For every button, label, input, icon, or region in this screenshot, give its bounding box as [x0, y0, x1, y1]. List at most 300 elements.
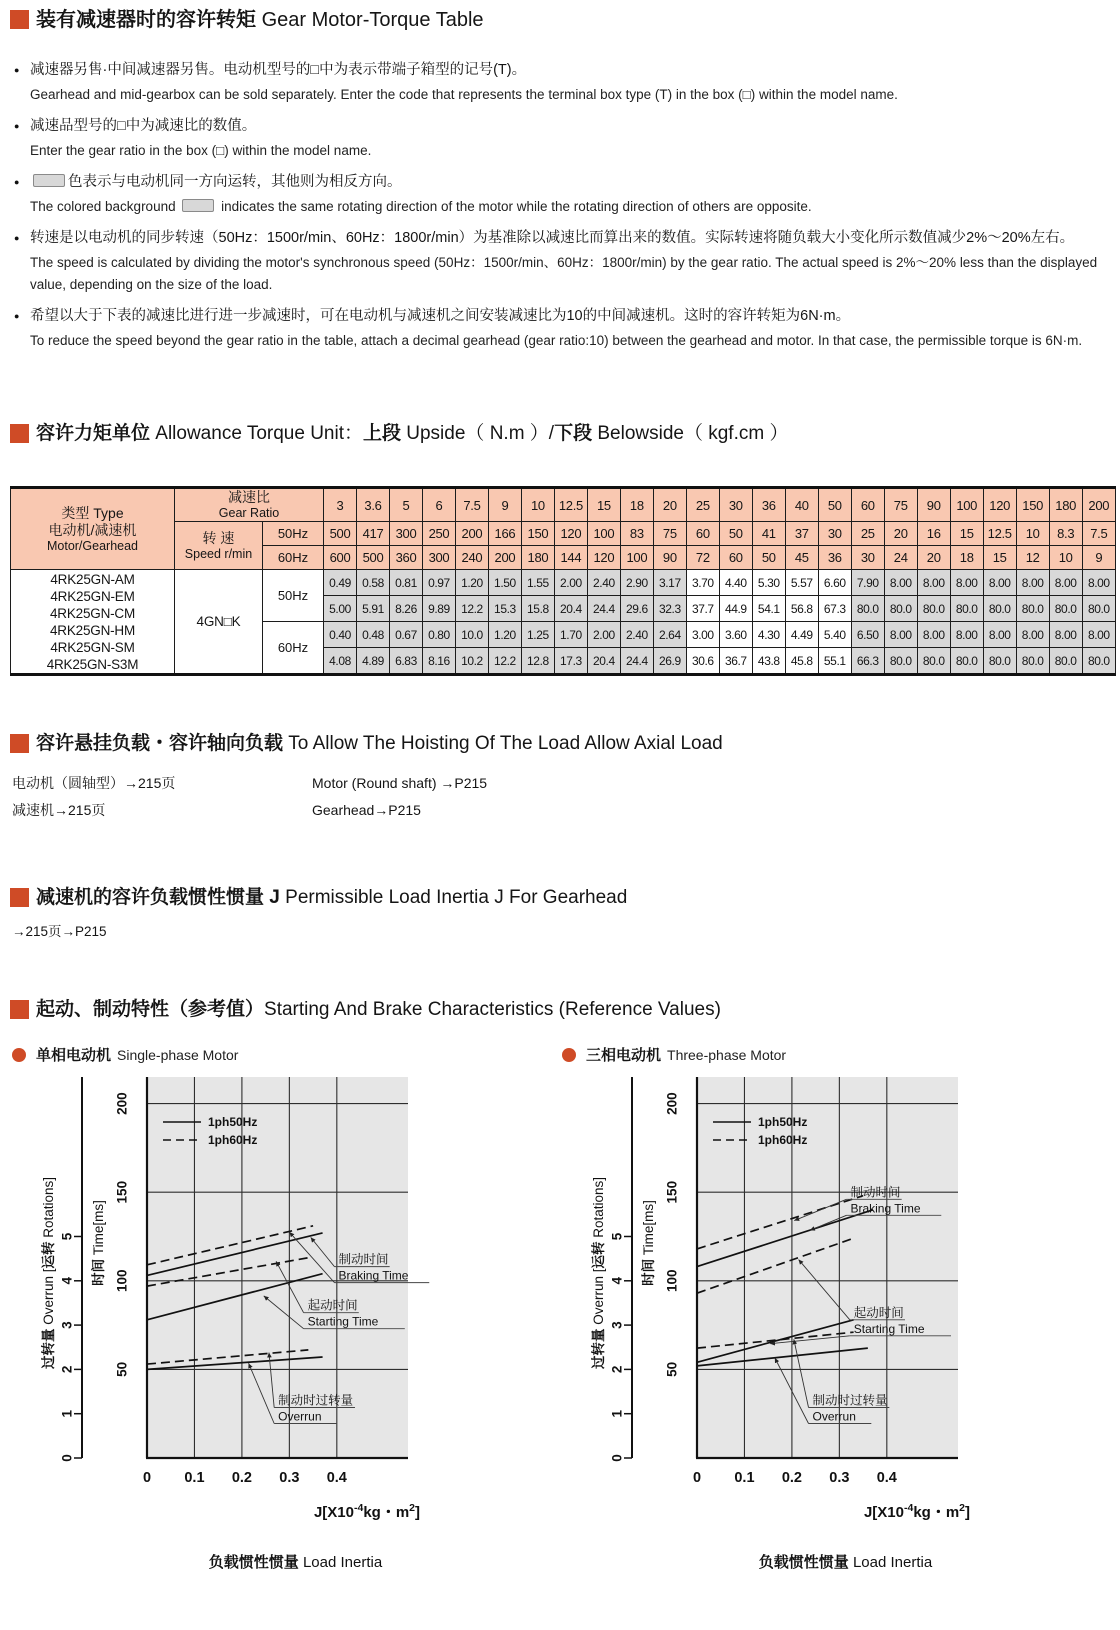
- gear-ratio-header-cell: [175, 488, 324, 522]
- torque-value-cell: 3.00: [686, 622, 719, 648]
- torque-value-cell: 37.7: [686, 596, 719, 622]
- tspan-element: kg・m: [913, 1504, 960, 1521]
- speed-value-cell: 300: [422, 546, 455, 570]
- torque-table: [10, 486, 1116, 676]
- table-row: [11, 488, 1116, 522]
- torque-value-cell: 5.57: [785, 570, 818, 596]
- ratio-header-cell: 7.5: [455, 488, 488, 522]
- overrun-axis-title: [590, 1177, 606, 1369]
- torque-value-cell: 2.90: [620, 570, 653, 596]
- torque-value-cell: 8.00: [983, 570, 1016, 596]
- speed-value-cell: 120: [587, 546, 620, 570]
- tspan-element: 2: [409, 1502, 415, 1514]
- torque-value-cell: 2.40: [620, 622, 653, 648]
- div-element: Motor/Gearhead: [46, 538, 139, 553]
- torque-value-cell: 4.49: [785, 622, 818, 648]
- torque-value-cell: 1.25: [521, 622, 554, 648]
- torque-value-cell: 0.49: [324, 570, 357, 596]
- speed-value-cell: 75: [653, 522, 686, 546]
- speed-value-cell: 180: [521, 546, 554, 570]
- section-title-gear-motor-torque: [10, 8, 1110, 32]
- bullet-item-en: The speed is calculated by dividing the motor's synchronous speed (50Hz：1500r/min、60Hz：1800r/min) by the gear ratio. The actual speed is 2%～20% less than the displayed value, depending on the size of the load.: [30, 255, 1098, 292]
- overrun-tick-label: 5: [59, 1232, 75, 1241]
- tspan-element: Rotations]: [40, 1176, 56, 1238]
- torque-value-cell: 0.97: [422, 570, 455, 596]
- torque-table-container: [10, 486, 1110, 676]
- torque-value-cell: 8.00: [1049, 622, 1082, 648]
- chart-subtitle-en: Three-phase Motor: [667, 1046, 787, 1063]
- torque-value-cell: 12.2: [488, 648, 521, 675]
- ratio-header-cell: 150: [1016, 488, 1049, 522]
- section-title-hoisting-axial-load: [10, 732, 1110, 756]
- torque-value-cell: 0.80: [422, 622, 455, 648]
- tspan-element: 运转: [590, 1237, 606, 1269]
- same-direction-swatch: [33, 174, 65, 187]
- section-title-start-brake: [10, 998, 1110, 1022]
- section-title-load-inertia: [10, 886, 1110, 910]
- speed-value-cell: 500: [324, 522, 357, 546]
- annotation-label-en: Starting Time: [853, 1321, 925, 1336]
- title-en: Permissible Load Inertia J For Gearhead: [285, 887, 628, 908]
- x-tick-label: 0.1: [734, 1470, 755, 1486]
- torque-value-cell: 4.08: [324, 648, 357, 675]
- x-tick-label: 0.3: [829, 1470, 850, 1486]
- torque-value-cell: 20.4: [554, 596, 587, 622]
- type-header-cell: [11, 488, 175, 570]
- torque-value-cell: 80.0: [1082, 648, 1115, 675]
- div-element: 转 速: [202, 529, 235, 546]
- overrun-tick-label: 2: [59, 1365, 75, 1374]
- torque-value-cell: 44.9: [719, 596, 752, 622]
- speed-value-cell: 60: [719, 546, 752, 570]
- torque-value-cell: 24.4: [620, 648, 653, 675]
- model-name: 4RK25GN-HM: [49, 622, 136, 638]
- reference-links: [12, 770, 1110, 824]
- gearhead-cell: 4GN□K: [175, 570, 263, 675]
- x-tick-label: 0: [692, 1470, 702, 1486]
- bullet-item-zh: ● 减速品型号的□中为减速比的数值。: [14, 115, 1110, 137]
- torque-value-cell: 1.50: [488, 570, 521, 596]
- overrun-tick-label: 1: [59, 1409, 75, 1418]
- annotation-label-zh: 制动时间: [338, 1252, 389, 1267]
- annotation-label-zh: 制动时过转量: [812, 1393, 888, 1408]
- annotation-label-zh: 制动时间: [850, 1185, 901, 1200]
- speed-value-cell: 9: [1082, 546, 1115, 570]
- chart-svg: [585, 1073, 1105, 1603]
- load-inertia-label: [759, 1553, 933, 1571]
- ratio-header-cell: 15: [587, 488, 620, 522]
- speed-value-cell: 25: [851, 522, 884, 546]
- torque-value-cell: 2.40: [587, 570, 620, 596]
- legend-label: 1ph50Hz: [208, 1115, 258, 1129]
- freq-cell: 50Hz: [263, 570, 324, 622]
- speed-value-cell: 200: [488, 546, 521, 570]
- chart-subtitle: [12, 1044, 560, 1065]
- torque-value-cell: 8.00: [1049, 570, 1082, 596]
- torque-value-cell: 1.20: [455, 570, 488, 596]
- tspan-element: 负载惯性惯量: [208, 1554, 303, 1571]
- div-element: Gear Ratio: [218, 506, 280, 520]
- torque-value-cell: 6.50: [851, 622, 884, 648]
- speed-value-cell: 166: [488, 522, 521, 546]
- torque-value-cell: 8.16: [422, 648, 455, 675]
- freq-cell: 60Hz: [263, 622, 324, 675]
- tspan-element: 过转量: [590, 1324, 606, 1370]
- torque-value-cell: 6.60: [818, 570, 851, 596]
- ratio-header-cell: 20: [653, 488, 686, 522]
- torque-value-cell: 6.83: [389, 648, 422, 675]
- title-en: Upside（ N.m ）/: [406, 423, 555, 444]
- torque-value-cell: 80.0: [950, 596, 983, 622]
- torque-value-cell: 1.55: [521, 570, 554, 596]
- ratio-header-cell: 50: [818, 488, 851, 522]
- title-zh: 容许悬挂负载・容许轴向负载: [36, 733, 289, 754]
- torque-value-cell: 56.8: [785, 596, 818, 622]
- div-element: 减速比: [228, 489, 270, 505]
- x-tick-label: 0.1: [184, 1470, 205, 1486]
- ratio-header-cell: 60: [851, 488, 884, 522]
- tspan-element: 过转量: [40, 1324, 56, 1370]
- ratio-header-cell: 5: [389, 488, 422, 522]
- annotation-label-en: Overrun: [812, 1409, 856, 1424]
- orange-dot-icon: [562, 1048, 576, 1062]
- section-title-text: [36, 8, 484, 32]
- bullet-item-zh: ● 希望以大于下表的减速比进行进一步减速时，可在电动机与减速机之间安装减速比为10的中间减速机。这时的容许转矩为6N·m。: [14, 305, 1110, 327]
- chart-three-phase: [560, 1044, 1110, 1603]
- torque-value-cell: 8.00: [1082, 622, 1115, 648]
- title-en: To Allow The Hoisting Of The Load Allow Axial Load: [288, 733, 723, 754]
- bullet-item-zh: ● 转速是以电动机的同步转速（50Hz：1500r/min、60Hz：1800r/min）为基准除以减速比而算出来的数值。实际转速将随负载大小变化所示数值减少2%～20%左右。: [14, 227, 1110, 249]
- speed-value-cell: 150: [521, 522, 554, 546]
- overrun-axis-title: [40, 1177, 56, 1369]
- tspan-element: Rotations]: [590, 1176, 606, 1238]
- torque-value-cell: 2.00: [587, 622, 620, 648]
- x-tick-label: 0.2: [231, 1470, 252, 1486]
- chart-subtitle-zh: 单相电动机: [36, 1047, 112, 1064]
- div-element: 电动机/减速机: [48, 521, 137, 538]
- tspan-element: 时间: [640, 1255, 656, 1286]
- torque-value-cell: 80.0: [1082, 596, 1115, 622]
- chart-subtitle-en: Single-phase Motor: [117, 1046, 239, 1063]
- torque-value-cell: 80.0: [983, 596, 1016, 622]
- reference-link-row: [12, 797, 1110, 824]
- overrun-tick-label: 1: [609, 1409, 625, 1418]
- speed-value-cell: 360: [389, 546, 422, 570]
- speed-value-cell: 240: [455, 546, 488, 570]
- speed-value-cell: 10: [1016, 522, 1049, 546]
- charts-row: [10, 1044, 1110, 1603]
- title-zh: 减速机的容许负载惯性惯量 J: [36, 887, 286, 908]
- speed-value-cell: 24: [884, 546, 917, 570]
- title-en: Belowside（ kgf.cm ）: [597, 423, 789, 444]
- speed-value-cell: 120: [554, 522, 587, 546]
- model-name: 4RK25GN-EM: [50, 588, 135, 604]
- ratio-header-cell: 180: [1049, 488, 1082, 522]
- torque-value-cell: 4.89: [357, 648, 390, 675]
- torque-value-cell: 43.8: [752, 648, 785, 675]
- torque-value-cell: 2.00: [554, 570, 587, 596]
- overrun-tick-label: 5: [609, 1232, 625, 1241]
- overrun-tick-label: 3: [59, 1321, 75, 1329]
- time-tick-label: 200: [664, 1092, 680, 1115]
- speed-value-cell: 36: [818, 546, 851, 570]
- torque-value-cell: 66.3: [851, 648, 884, 675]
- torque-value-cell: 4.40: [719, 570, 752, 596]
- torque-value-cell: 80.0: [917, 596, 950, 622]
- bullet-item-zh: ● 减速器另售·中间减速器另售。电动机型号的□中为表示带端子箱型的记号(T)。: [14, 59, 1110, 81]
- freq-header-cell: 60Hz: [263, 546, 324, 570]
- ratio-header-cell: 40: [785, 488, 818, 522]
- tspan-element: -4: [353, 1502, 364, 1514]
- time-tick-label: 200: [114, 1092, 130, 1115]
- torque-value-cell: 80.0: [983, 648, 1016, 675]
- speed-value-cell: 50: [719, 522, 752, 546]
- speed-value-cell: 12: [1016, 546, 1049, 570]
- ratio-header-cell: 10: [521, 488, 554, 522]
- torque-value-cell: 8.00: [1016, 570, 1049, 596]
- bullet-item-en: The colored background indicates the same rotating direction of the motor while the rotating direction of others are opposite.: [30, 199, 812, 214]
- tspan-element: ]: [965, 1504, 970, 1521]
- speed-value-cell: 7.5: [1082, 522, 1115, 546]
- torque-value-cell: 8.00: [917, 622, 950, 648]
- title-zh: 下段: [554, 423, 598, 444]
- torque-value-cell: 5.30: [752, 570, 785, 596]
- speed-value-cell: 18: [950, 546, 983, 570]
- tspan-element: J[X10: [863, 1504, 904, 1521]
- torque-value-cell: 3.17: [653, 570, 686, 596]
- torque-value-cell: 15.3: [488, 596, 521, 622]
- tspan-element: Overrun [: [40, 1268, 56, 1325]
- torque-value-cell: 0.48: [357, 622, 390, 648]
- annotation-label-en: Braking Time: [850, 1201, 921, 1216]
- reference-link-en: Gearhead→P215: [312, 802, 421, 818]
- torque-value-cell: 0.40: [324, 622, 357, 648]
- time-tick-label: 50: [664, 1361, 680, 1377]
- time-axis-title: [90, 1200, 106, 1286]
- torque-value-cell: 45.8: [785, 648, 818, 675]
- torque-value-cell: 80.0: [884, 596, 917, 622]
- annotation-label-zh: 起动时间: [853, 1305, 904, 1320]
- legend-label: 1ph60Hz: [758, 1133, 808, 1147]
- torque-value-cell: 24.4: [587, 596, 620, 622]
- table-row: [11, 522, 1116, 546]
- torque-value-cell: 17.3: [554, 648, 587, 675]
- speed-value-cell: 30: [818, 522, 851, 546]
- bullet-item-en: To reduce the speed beyond the gear ratio in the table, attach a decimal gearhead (gear ratio:10) between the gearhead and motor. In that case, the permissible torque is 6N·m.: [30, 333, 1083, 348]
- speed-value-cell: 41: [752, 522, 785, 546]
- torque-value-cell: 80.0: [1049, 648, 1082, 675]
- torque-value-cell: 20.4: [587, 648, 620, 675]
- x-tick-label: 0.4: [326, 1470, 347, 1486]
- model-name: 4RK25GN-SM: [50, 639, 135, 655]
- div-element: 类型 Type: [61, 504, 124, 521]
- overrun-tick-label: 2: [609, 1365, 625, 1374]
- reference-link-row: [12, 770, 1110, 797]
- torque-value-cell: 67.3: [818, 596, 851, 622]
- section-title-text: [36, 422, 788, 446]
- torque-value-cell: 0.58: [357, 570, 390, 596]
- tspan-element: Load Inertia: [852, 1554, 933, 1571]
- tspan-element: 运转: [40, 1237, 56, 1269]
- torque-value-cell: 12.2: [455, 596, 488, 622]
- annotation-label-zh: 制动时过转量: [278, 1393, 354, 1408]
- time-tick-label: 150: [664, 1180, 680, 1204]
- speed-value-cell: 15: [950, 522, 983, 546]
- speed-value-cell: 100: [587, 522, 620, 546]
- title-zh: 装有减速器时的容许转矩: [36, 9, 262, 31]
- x-tick-label: 0: [142, 1470, 152, 1486]
- speed-value-cell: 600: [324, 546, 357, 570]
- div-element: Speed r/min: [184, 546, 253, 561]
- torque-value-cell: 80.0: [1049, 596, 1082, 622]
- ratio-header-cell: 100: [950, 488, 983, 522]
- model-name: 4RK25GN-S3M: [46, 656, 139, 672]
- section-square-icon: [10, 424, 29, 443]
- torque-value-cell: 80.0: [884, 648, 917, 675]
- speed-value-cell: 144: [554, 546, 587, 570]
- section-square-icon: [10, 10, 29, 29]
- section-square-icon: [10, 1000, 29, 1019]
- freq-header-cell: 50Hz: [263, 522, 324, 546]
- torque-value-cell: 80.0: [851, 596, 884, 622]
- tspan-element: 时间: [90, 1255, 106, 1286]
- annotation-label-en: Starting Time: [307, 1314, 379, 1329]
- ratio-header-cell: 90: [917, 488, 950, 522]
- overrun-tick-label: 4: [59, 1277, 75, 1285]
- speed-value-cell: 20: [917, 546, 950, 570]
- chart-svg: [35, 1073, 555, 1603]
- tspan-element: Overrun [: [590, 1268, 606, 1325]
- torque-value-cell: 2.64: [653, 622, 686, 648]
- overrun-tick-label: 3: [609, 1321, 625, 1329]
- torque-value-cell: 8.00: [983, 622, 1016, 648]
- legend-label: 1ph60Hz: [208, 1133, 258, 1147]
- model-list-cell: [11, 570, 175, 675]
- orange-dot-icon: [12, 1048, 26, 1062]
- x-axis-unit-label: [314, 1502, 420, 1521]
- ratio-header-cell: 75: [884, 488, 917, 522]
- section-square-icon: [10, 888, 29, 907]
- speed-value-cell: 16: [917, 522, 950, 546]
- torque-value-cell: 54.1: [752, 596, 785, 622]
- table-row: [11, 570, 1116, 596]
- speed-value-cell: 83: [620, 522, 653, 546]
- reference-link-zh: 减速机→215页: [12, 802, 106, 818]
- torque-value-cell: 3.60: [719, 622, 752, 648]
- model-name: 4RK25GN-CM: [49, 605, 136, 621]
- torque-value-cell: 1.20: [488, 622, 521, 648]
- speed-value-cell: 50: [752, 546, 785, 570]
- ratio-header-cell: 12.5: [554, 488, 587, 522]
- chart-subtitle-zh: 三相电动机: [586, 1047, 662, 1064]
- section-title-text: [36, 732, 723, 756]
- load-inertia-label: [209, 1553, 383, 1571]
- torque-value-cell: 29.6: [620, 596, 653, 622]
- torque-value-cell: 8.00: [884, 622, 917, 648]
- tspan-element: ]: [415, 1504, 420, 1521]
- torque-value-cell: 26.9: [653, 648, 686, 675]
- page-reference: →215页→P215: [12, 924, 107, 939]
- overrun-tick-label: 4: [609, 1277, 625, 1285]
- speed-value-cell: 417: [357, 522, 390, 546]
- reference-link-zh: 电动机（圆轴型）→215页: [12, 775, 176, 791]
- torque-value-cell: 5.91: [357, 596, 390, 622]
- tspan-element: Load Inertia: [302, 1554, 383, 1571]
- ratio-header-cell: 18: [620, 488, 653, 522]
- torque-value-cell: 5.40: [818, 622, 851, 648]
- torque-value-cell: 0.81: [389, 570, 422, 596]
- torque-value-cell: 8.00: [1016, 622, 1049, 648]
- section-title-text: [36, 886, 627, 910]
- tspan-element: -4: [903, 1502, 914, 1514]
- speed-value-cell: 20: [884, 522, 917, 546]
- title-en: Allowance Torque Unit：: [155, 423, 363, 444]
- section-title-text: [36, 998, 721, 1022]
- tspan-element: J[X10: [313, 1504, 354, 1521]
- torque-value-cell: 8.00: [950, 622, 983, 648]
- tspan-element: Time[ms]: [90, 1200, 106, 1256]
- title-en: Starting And Brake Characteristics (Reference Values): [264, 999, 721, 1020]
- speed-value-cell: 30: [851, 546, 884, 570]
- torque-value-cell: 80.0: [1016, 648, 1049, 675]
- overrun-tick-label: 0: [59, 1454, 75, 1462]
- x-tick-label: 0.2: [781, 1470, 802, 1486]
- reference-link-en: Motor (Round shaft) →P215: [312, 775, 488, 791]
- torque-value-cell: 0.67: [389, 622, 422, 648]
- speed-value-cell: 15: [983, 546, 1016, 570]
- same-direction-swatch: [182, 199, 214, 212]
- annotation-label-zh: 起动时间: [307, 1298, 358, 1313]
- torque-value-cell: 8.00: [950, 570, 983, 596]
- speed-value-cell: 100: [620, 546, 653, 570]
- tspan-element: 2: [959, 1502, 965, 1514]
- torque-value-cell: 12.8: [521, 648, 554, 675]
- chart-subtitle: [562, 1044, 1110, 1065]
- speed-value-cell: 300: [389, 522, 422, 546]
- ratio-header-cell: 36: [752, 488, 785, 522]
- speed-value-cell: 90: [653, 546, 686, 570]
- torque-value-cell: 80.0: [950, 648, 983, 675]
- title-zh: 容许力矩单位: [36, 423, 156, 444]
- torque-value-cell: 80.0: [1016, 596, 1049, 622]
- section-title-allowance-torque-unit: [10, 422, 1110, 446]
- title-zh: 起动、制动特性（参考值）: [36, 999, 265, 1020]
- torque-value-cell: 8.00: [917, 570, 950, 596]
- speed-value-cell: 45: [785, 546, 818, 570]
- ratio-header-cell: 120: [983, 488, 1016, 522]
- annotation-label-en: Braking Time: [338, 1268, 409, 1283]
- x-axis-unit-label: [864, 1502, 970, 1521]
- chart-single-phase: [10, 1044, 560, 1603]
- ratio-header-cell: 9: [488, 488, 521, 522]
- torque-value-cell: 4.30: [752, 622, 785, 648]
- torque-value-cell: 3.70: [686, 570, 719, 596]
- torque-value-cell: 15.8: [521, 596, 554, 622]
- torque-value-cell: 36.7: [719, 648, 752, 675]
- speed-header-cell: [175, 522, 263, 570]
- torque-value-cell: 1.70: [554, 622, 587, 648]
- legend-label: 1ph50Hz: [758, 1115, 808, 1129]
- ratio-header-cell: 3.6: [357, 488, 390, 522]
- torque-value-cell: 9.89: [422, 596, 455, 622]
- torque-value-cell: 55.1: [818, 648, 851, 675]
- title-zh: 上段: [362, 423, 407, 444]
- model-name: 4RK25GN-AM: [50, 571, 135, 587]
- torque-value-cell: 10.2: [455, 648, 488, 675]
- speed-value-cell: 37: [785, 522, 818, 546]
- torque-value-cell: 8.26: [389, 596, 422, 622]
- torque-value-cell: 80.0: [917, 648, 950, 675]
